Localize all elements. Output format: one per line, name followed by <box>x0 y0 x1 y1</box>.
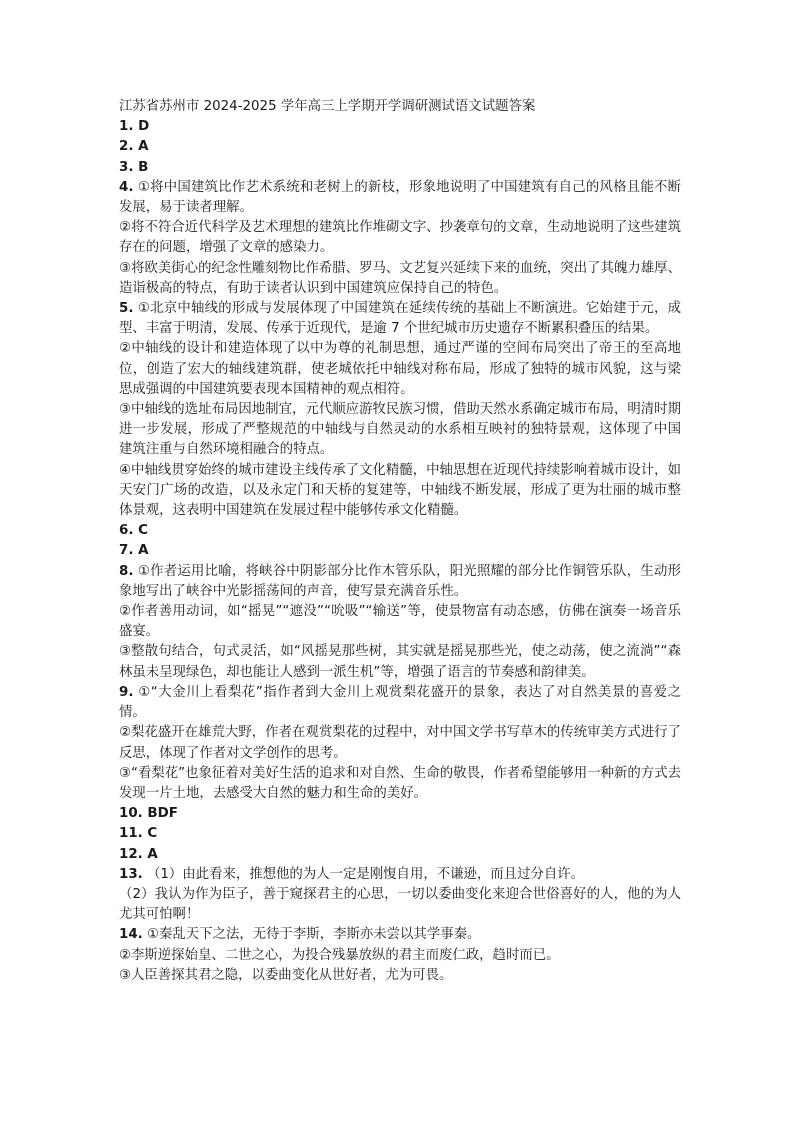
answer-10: 10. BDF <box>119 806 178 822</box>
question-number-5: 5. <box>119 301 134 317</box>
answer-5-point-3: ③中轴线的选址布局因地制宜，元代顺应游牧民族习惯，借助天然水系确定城市布局，明清时期进一步发展，形成了严整规范的中轴线与自然灵动的水系相互映衬的独特景观，这体现了中国建筑注重与自然环境相融合的特点。 <box>119 402 681 458</box>
answer-13-point-2: （2）我认为作为臣子，善于窥探君主的心思，一切以委曲变化来迎合世俗喜好的人，他的为人尤其可怕啊！ <box>119 886 681 923</box>
answer-7: 7. A <box>119 543 149 559</box>
answer-9-point-2: ②梨花盛开在雄荒大野，作者在观赏梨花的过程中，对中国文学书写草木的传统审美方式进行了反思，体现了作者对文学创作的思考。 <box>119 725 681 761</box>
question-number-8: 8. <box>119 563 134 579</box>
answer-8-text-1: ①作者运用比喻，将峡谷中阴影部分比作木管乐队，阳光照耀的部分比作铜管乐队，生动形象地写出了峡谷中光影摇荡间的声音，使写景充满音乐性。 <box>119 563 681 599</box>
answer-14-point-3: ③人臣善探其君之隐，以委曲变化从世好者，尤为可畏。 <box>119 967 453 983</box>
answer-4-point-1 <box>119 178 681 218</box>
answer-14-text-1: ①秦乱天下之法，无待于李斯，李斯亦未尝以其学事秦。 <box>147 927 481 943</box>
answer-9-point-1 <box>119 683 681 723</box>
answer-9-point-3: ③“看梨花”也象征着对美好生活的追求和对自然、生命的敬畏，作者希望能够用一种新的方式去发现一片土地，去感受大自然的魅力和生命的美好。 <box>119 765 681 801</box>
answer-5-point-4: ④中轴线贯穿始终的城市建设主线传承了文化精髓，中轴思想在近现代持续影响着城市设计，如天安门广场的改造，以及永定门和天桥的复建等，中轴线不断发展，形成了更为壮丽的城市整体景观，这表明中国建筑在发展过程中能够传承文化精髓。 <box>119 462 681 519</box>
answer-4-point-3: ③将欧美街心的纪念性雕刻物比作希腊、罗马、文艺复兴延续下来的血统，突出了其魄力雄厚、造诣极高的特点，有助于读者认识到中国建筑应保持自己的特色。 <box>119 260 681 296</box>
answer-5-point-2: ②中轴线的设计和建造体现了以中为尊的礼制思想，通过严谨的空间布局突出了帝王的至高地位，创造了宏大的轴线建筑群，使老城依托中轴线对称布局，形成了独特的城市风貌，这与梁思成强调的中国建筑要表现本国精神的观点相符。 <box>119 341 681 397</box>
question-number-4: 4. <box>119 179 134 195</box>
answer-document <box>119 97 681 986</box>
answer-8-point-1 <box>119 562 681 602</box>
answer-9-text-1: ①“大金川上看梨花”指作者到大金川上观赏梨花盛开的景象，表达了对自然美景的喜爱之情。 <box>119 684 681 721</box>
answer-1: 1. D <box>119 119 150 135</box>
question-number-14: 14. <box>119 927 143 943</box>
answer-2: 2. A <box>119 139 149 155</box>
question-number-13: 13. <box>119 866 143 882</box>
answer-4-point-2: ②将不符合近代科学及艺术理想的建筑比作堆砌文字、抄袭章句的文章，生动地说明了这些建筑存在的问题，增强了文章的感染力。 <box>119 220 681 256</box>
answer-5-point-1 <box>119 299 681 339</box>
answer-14-point-2: ②李斯逆探始皇、二世之心，为投合残暴放纵的君主而废仁政，趋时而已。 <box>119 947 560 963</box>
document-title: 江苏省苏州市 2024-2025 学年高三上学期开学调研测试语文试题答案 <box>119 99 536 114</box>
answer-6: 6. C <box>119 523 148 539</box>
answer-8-point-2: ②作者善用动词，如“摇晃”“遮没”“吮吸”“输送”等，使景物富有动态感，仿佛在演奏一场音乐盛宴。 <box>119 604 681 640</box>
answer-13-point-1 <box>119 865 681 885</box>
answer-3: 3. B <box>119 159 149 175</box>
answer-12: 12. A <box>119 846 158 862</box>
answer-5-text-1: ①北京中轴线的形成与发展体现了中国建筑在延续传统的基础上不断演进。它始建于元，成型、丰富于明清，发展、传承于近现代，是逾 7 个世纪城市历史遗存不断累积叠压的结果。 <box>119 301 681 337</box>
answer-4-text-1: ①将中国建筑比作艺术系统和老树上的新枝，形象地说明了中国建筑有自己的风格且能不断发展，易于读者理解。 <box>119 179 681 216</box>
answer-11: 11. C <box>119 826 158 842</box>
answer-14-point-1 <box>119 925 681 945</box>
answer-13-text-1: （1）由此看来，推想他的为人一定是刚愎自用，不谦逊，而且过分自许。 <box>147 866 585 882</box>
question-number-9: 9. <box>119 684 134 700</box>
answer-8-point-3: ③整散句结合，句式灵活，如“风摇晃那些树，其实就是摇晃那些光，使之动荡，使之流淌”“森林虽未呈现绿色，却也能让人感到一派生机”等，增强了语言的节奏感和韵律美。 <box>119 644 681 680</box>
